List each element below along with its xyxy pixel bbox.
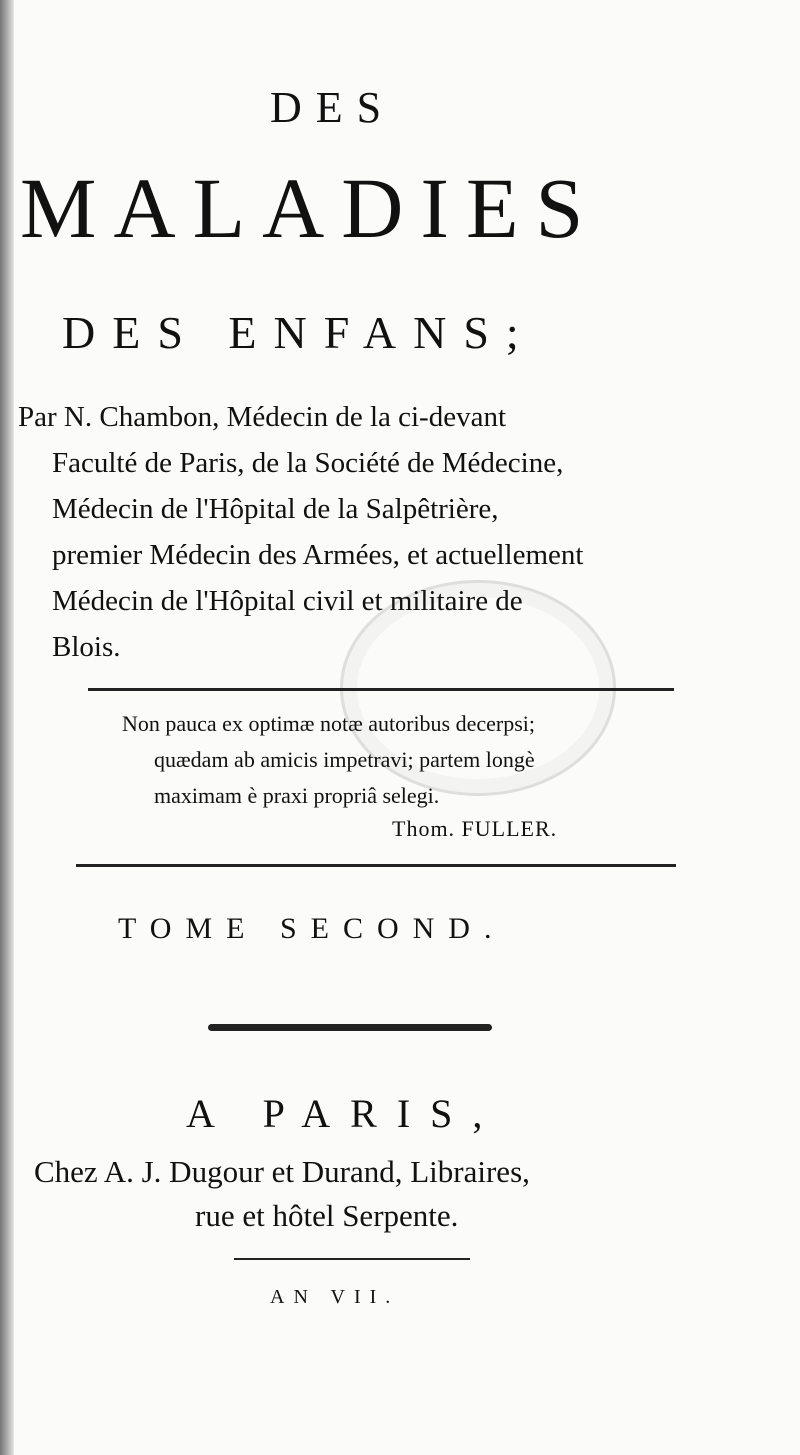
date-rule [234,1258,470,1260]
imprint-city: A PARIS, [186,1091,503,1136]
epigraph-line: maximam è praxi propriâ selegi. [154,783,440,808]
author-block [18,394,688,670]
top-rule [88,688,674,691]
author-line: Médecin de l'Hôpital civil et militaire de [52,585,523,617]
author-line: Faculté de Paris, de la Société de Médecine, [52,447,564,479]
epigraph [122,706,682,814]
imprint-publisher: Chez A. J. Dugour et Durand, Libraires, [34,1154,530,1189]
bottom-rule [76,864,676,867]
title-maladies: MALADIES [20,160,601,256]
epigraph-line: Non pauca ex optimæ notæ autoribus decerpsi; [122,711,536,736]
author-line: Médecin de l'Hôpital de la Salpêtrière, [52,493,499,525]
ornamental-rule [208,1024,492,1031]
volume-label: TOME SECOND. [118,912,506,945]
binding-shadow [0,0,14,1455]
epigraph-line: quædam ab amicis impetravi; partem longè [154,747,535,772]
author-line: Par N. Chambon, Médecin de la ci-devant [18,401,507,433]
title-des-enfans: DES ENFANS; [62,307,536,358]
imprint-date: AN VII. [270,1286,400,1308]
author-line: premier Médecin des Armées, et actuellement [52,539,584,571]
imprint-address: rue et hôtel Serpente. [195,1198,459,1233]
epigraph-author: Thom. FULLER. [392,816,558,841]
title-des: DES [270,83,396,132]
author-line: Blois. [52,631,121,663]
